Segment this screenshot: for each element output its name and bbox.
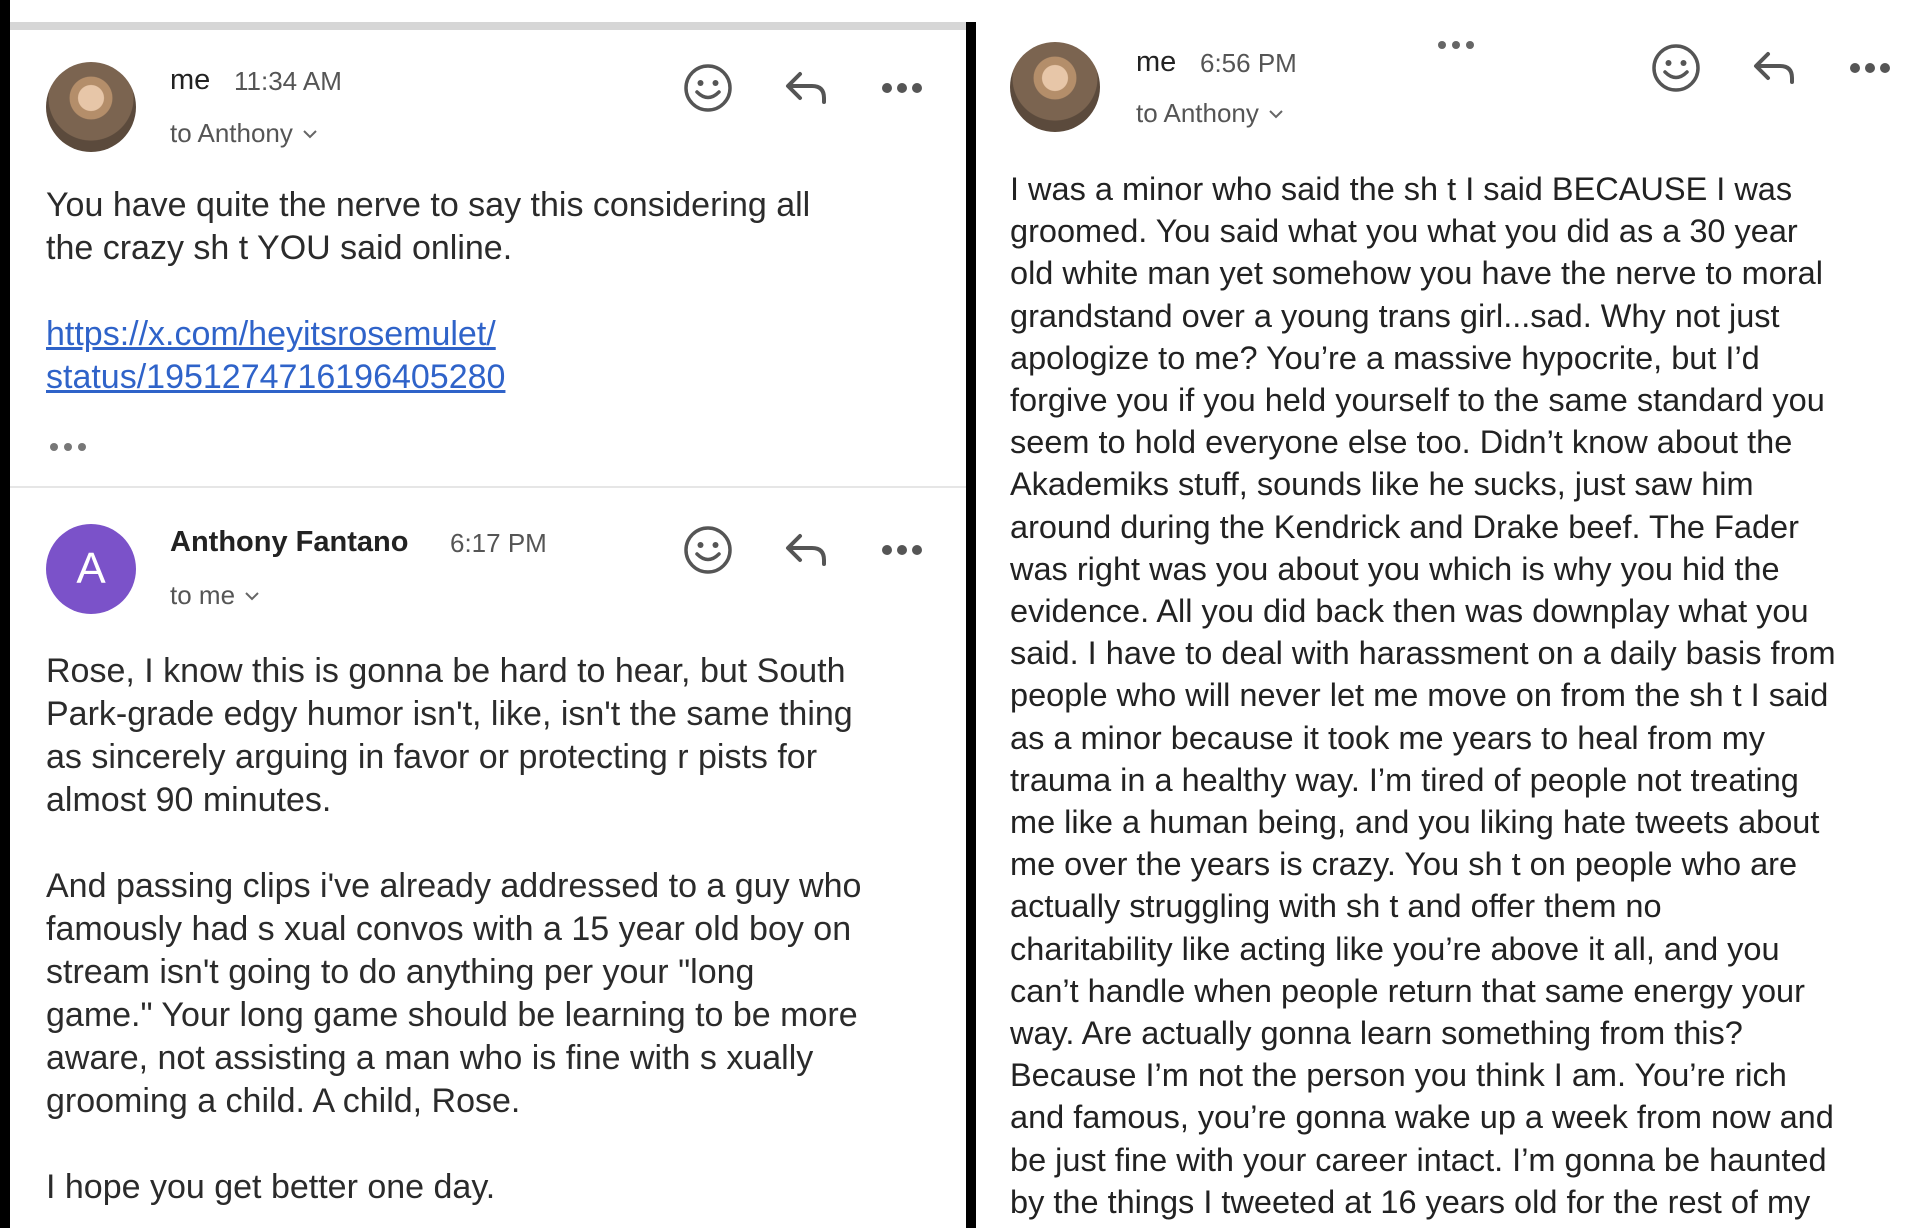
smiley-face-icon[interactable] bbox=[1650, 42, 1702, 94]
recipient-toggle[interactable] bbox=[1136, 98, 1285, 129]
recipient-toggle[interactable] bbox=[170, 118, 319, 149]
body-line: be just fine with your career intact. I’m gonna be haunted bbox=[1010, 1141, 1827, 1178]
sender-name: me bbox=[1136, 46, 1177, 78]
body-line: evidence. All you did back then was downplay what you bbox=[1010, 593, 1809, 630]
body-line: groomed. You said what you what you did as a 30 year bbox=[1010, 213, 1798, 250]
body-line: people who will never let me move on from the sh t I said bbox=[1010, 677, 1829, 714]
sender-name: Anthony Fantano bbox=[170, 526, 409, 558]
body-line: I was a minor who said the sh t I said BECAUSE I was bbox=[1010, 171, 1793, 207]
body-line: old white man yet somehow you have the nerve to moral bbox=[1010, 255, 1823, 292]
email-time: 11:34 AM bbox=[234, 66, 342, 96]
reply-arrow-icon[interactable] bbox=[780, 62, 832, 114]
body-line: me over the years is crazy. You sh t on people who are bbox=[1010, 846, 1798, 883]
email-body bbox=[46, 650, 956, 1209]
tweet-link[interactable]: status/1951274716196405280 bbox=[46, 358, 506, 396]
body-line: grandstand over a young trans girl...sad. Why not just bbox=[1010, 297, 1780, 334]
body-line: was right was you about you which is why you hid the bbox=[1010, 550, 1780, 587]
chevron-down-icon bbox=[301, 128, 319, 140]
body-line: and famous, you’re gonna wake up a week from now and bbox=[1010, 1099, 1834, 1136]
more-options-icon[interactable] bbox=[880, 543, 924, 557]
body-line: charitability like acting like you’re above it all, and you bbox=[1010, 930, 1780, 967]
email-time: 6:56 PM bbox=[1200, 48, 1297, 78]
body-line: Rose, I know this is gonna be hard to hear, but South bbox=[46, 652, 846, 690]
body-line: stream isn't going to do anything per your "long bbox=[46, 953, 755, 991]
body-line: And passing clips i've already addressed to a guy who bbox=[46, 867, 862, 905]
body-line: I hope you get better one day. bbox=[46, 1168, 496, 1206]
smiley-face-icon[interactable] bbox=[682, 62, 734, 114]
email-body bbox=[1010, 168, 1910, 1223]
body-line: famously had s xual convos with a 15 year old boy on bbox=[46, 910, 852, 948]
body-line: seem to hold everyone else too. Didn’t know about the bbox=[1010, 424, 1793, 461]
left-border-bar bbox=[0, 0, 10, 1228]
email-body bbox=[46, 184, 946, 399]
body-line: as a minor because it took me years to heal from my bbox=[1010, 719, 1766, 756]
sender-avatar[interactable] bbox=[46, 62, 136, 152]
body-line: game." Your long game should be learning to be more bbox=[46, 996, 858, 1034]
body-line: by the things I tweeted at 16 years old for the rest of my bbox=[1010, 1183, 1811, 1220]
email-divider bbox=[10, 486, 966, 488]
show-trimmed-content-icon[interactable] bbox=[48, 442, 88, 452]
body-line: trauma in a healthy way. I’m tired of people not treating bbox=[1010, 761, 1799, 798]
recipient-label: to me bbox=[170, 580, 236, 610]
reply-arrow-icon[interactable] bbox=[780, 524, 832, 576]
sender-name: me bbox=[170, 64, 211, 96]
body-line: said. I have to deal with harassment on a daily basis from bbox=[1010, 635, 1836, 672]
body-line: actually struggling with sh t and offer them no bbox=[1010, 888, 1662, 925]
chevron-down-icon bbox=[1267, 108, 1285, 120]
smiley-face-icon[interactable] bbox=[682, 524, 734, 576]
sender-avatar[interactable]: A bbox=[46, 524, 136, 614]
body-line: aware, not assisting a man who is fine with s xually bbox=[46, 1039, 814, 1077]
right-email bbox=[976, 0, 1920, 1228]
body-line: apologize to me? You’re a massive hypocrite, but I’d bbox=[1010, 339, 1760, 376]
body-line: You have quite the nerve to say this considering all bbox=[46, 186, 811, 224]
body-line: Because I’m not the person you think I am. You’re rich bbox=[1010, 1057, 1787, 1094]
middle-divider-bar bbox=[966, 22, 976, 1228]
tweet-link[interactable]: https://x.com/heyitsrosemulet/ bbox=[46, 315, 496, 353]
sender-avatar[interactable] bbox=[1010, 42, 1100, 132]
body-line: can’t handle when people return that same energy your bbox=[1010, 972, 1805, 1009]
body-line: way. Are actually gonna learn something from this? bbox=[1010, 1015, 1743, 1052]
recipient-toggle[interactable] bbox=[170, 580, 261, 611]
body-line: the crazy sh t YOU said online. bbox=[46, 229, 513, 267]
more-options-icon[interactable] bbox=[880, 81, 924, 95]
body-line: around during the Kendrick and Drake beef. The Fader bbox=[1010, 508, 1799, 545]
email-time: 6:17 PM bbox=[450, 528, 547, 558]
body-line: almost 90 minutes. bbox=[46, 781, 332, 819]
body-line: grooming a child. A child, Rose. bbox=[46, 1082, 521, 1120]
body-line: as sincerely arguing in favor or protecting r pists for bbox=[46, 738, 818, 776]
left-email-thread bbox=[10, 0, 966, 1228]
reply-arrow-icon[interactable] bbox=[1748, 42, 1800, 94]
chevron-down-icon bbox=[243, 590, 261, 602]
body-line: Park-grade edgy humor isn't, like, isn't the same thing bbox=[46, 695, 853, 733]
body-line: me like a human being, and you liking hate tweets about bbox=[1010, 804, 1820, 841]
recipient-label: to Anthony bbox=[1136, 98, 1259, 128]
more-options-icon[interactable] bbox=[1848, 61, 1892, 75]
recipient-label: to Anthony bbox=[170, 118, 293, 148]
collapsed-messages-icon[interactable] bbox=[1436, 40, 1476, 50]
body-line: Akademiks stuff, sounds like he sucks, just saw him bbox=[1010, 466, 1754, 503]
body-line: forgive you if you held yourself to the same standard you bbox=[1010, 382, 1825, 419]
